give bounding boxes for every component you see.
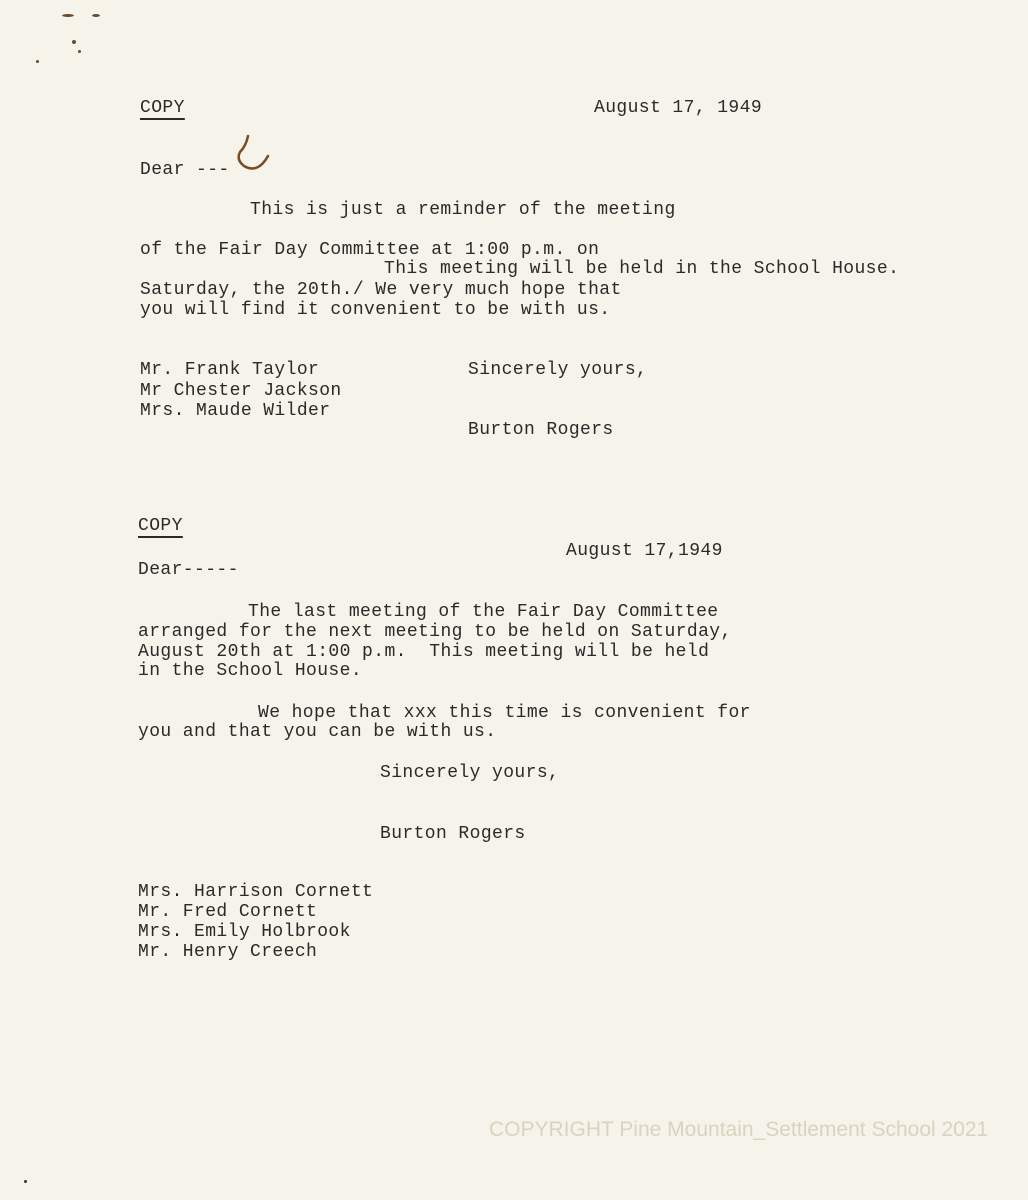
letter-date: August 17, 1949 — [594, 98, 763, 118]
copy-label: COPY — [138, 516, 183, 536]
body-line: you will find it convenient to be with us. — [140, 300, 611, 320]
body-line: This is just a reminder of the meeting — [250, 200, 676, 220]
body-line: you and that you can be with us. — [138, 722, 497, 742]
recipient: Mr. Henry Creech — [138, 942, 318, 962]
closing: Sincerely yours, — [380, 763, 560, 783]
copyright-watermark: COPYRIGHT Pine Mountain_Settlement School 2021 — [489, 1118, 989, 1141]
body-line: August 20th at 1:00 p.m. This meeting will be held — [138, 642, 710, 662]
signature: Burton Rogers — [468, 420, 614, 440]
ink-speck — [72, 40, 76, 44]
ink-speck — [36, 60, 39, 63]
body-line: in the School House. — [138, 661, 363, 681]
recipient: Mrs. Harrison Cornett — [138, 882, 374, 902]
body-line: of the Fair Day Committee at 1:00 p.m. on — [140, 240, 600, 260]
body-line: Saturday, the 20th./ We very much hope that — [140, 280, 622, 300]
ink-speck — [78, 50, 81, 53]
recipient: Mrs. Maude Wilder — [140, 401, 331, 421]
recipient: Mr. Fred Cornett — [138, 902, 318, 922]
copy-label: COPY — [140, 98, 185, 118]
salutation: Dear --- — [140, 160, 230, 180]
salutation: Dear----- — [138, 560, 239, 580]
body-line: The last meeting of the Fair Day Committee — [248, 602, 719, 622]
recipient: Mr Chester Jackson — [140, 381, 342, 401]
closing: Sincerely yours, — [468, 360, 648, 380]
letter-date: August 17,1949 — [566, 541, 723, 561]
recipient: Mr. Frank Taylor — [140, 360, 320, 380]
ink-speck — [24, 1180, 27, 1183]
body-insert-line: This meeting will be held in the School House. — [384, 259, 900, 279]
signature: Burton Rogers — [380, 824, 526, 844]
body-line: We hope that xxx this time is convenient for — [258, 703, 751, 723]
ink-speck — [92, 14, 100, 17]
body-line: arranged for the next meeting to be held on Saturday, — [138, 622, 732, 642]
handwritten-check-mark — [228, 130, 278, 175]
recipient: Mrs. Emily Holbrook — [138, 922, 351, 942]
ink-speck — [62, 14, 74, 17]
